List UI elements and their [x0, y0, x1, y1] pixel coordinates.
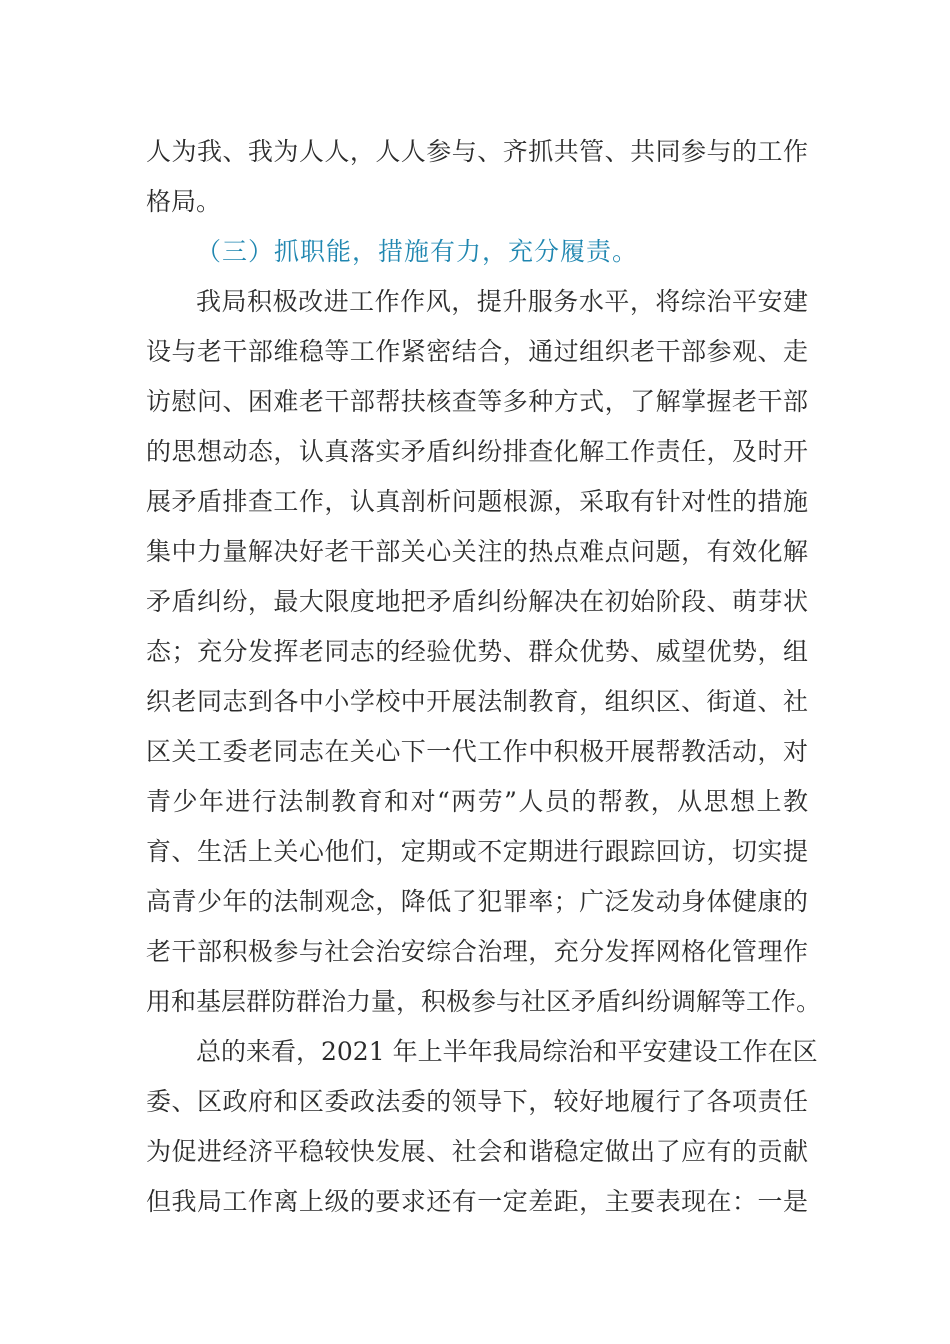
text-line: 但我局工作离上级的要求还有一定差距，主要表现在：一是	[146, 1187, 808, 1216]
text-line: 的思想动态，认真落实矛盾纠纷排查化解工作责任，及时开	[146, 437, 808, 466]
text-line: 我局积极改进工作作风，提升服务水平，将综治平安建	[196, 287, 808, 316]
text-line: 委、区政府和区委政法委的领导下，较好地履行了各项责任	[146, 1087, 808, 1116]
section-heading: （三）抓职能，措施有力，充分履责。	[196, 237, 639, 266]
text-line: 区关工委老同志在关心下一代工作中积极开展帮教活动，对	[146, 737, 808, 766]
text-line: 用和基层群防群治力量，积极参与社区矛盾纠纷调解等工作。	[146, 987, 822, 1016]
text-line: 矛盾纠纷，最大限度地把矛盾纠纷解决在初始阶段、萌芽状	[146, 587, 808, 616]
text-line: 人为我、我为人人，人人参与、齐抓共管、共同参与的工作	[146, 137, 808, 166]
text-line: 格局。	[146, 187, 222, 216]
text-line: 育、生活上关心他们，定期或不定期进行跟踪回访，切实提	[146, 837, 808, 866]
text-line: 为促进经济平稳较快发展、社会和谐稳定做出了应有的贡献	[146, 1137, 808, 1166]
text-line: 青少年进行法制教育和对“两劳”人员的帮教，从思想上教	[146, 787, 808, 816]
text-line: 设与老干部维稳等工作紧密结合，通过组织老干部参观、走	[146, 337, 808, 366]
text-line: 高青少年的法制观念，降低了犯罪率；广泛发动身体健康的	[146, 887, 808, 916]
text-line: 展矛盾排查工作，认真剖析问题根源，采取有针对性的措施	[146, 487, 808, 516]
text-line: 老干部积极参与社会治安综合治理，充分发挥网格化管理作	[146, 937, 808, 966]
text-line: 集中力量解决好老干部关心关注的热点难点问题，有效化解	[146, 537, 808, 566]
text-line: 总的来看，2021 年上半年我局综治和平安建设工作在区	[196, 1037, 818, 1066]
text-line: 织老同志到各中小学校中开展法制教育，组织区、街道、社	[146, 687, 808, 716]
text-line: 态；充分发挥老同志的经验优势、群众优势、威望优势，组	[146, 637, 808, 666]
text-line: 访慰问、困难老干部帮扶核查等多种方式，了解掌握老干部	[146, 387, 808, 416]
